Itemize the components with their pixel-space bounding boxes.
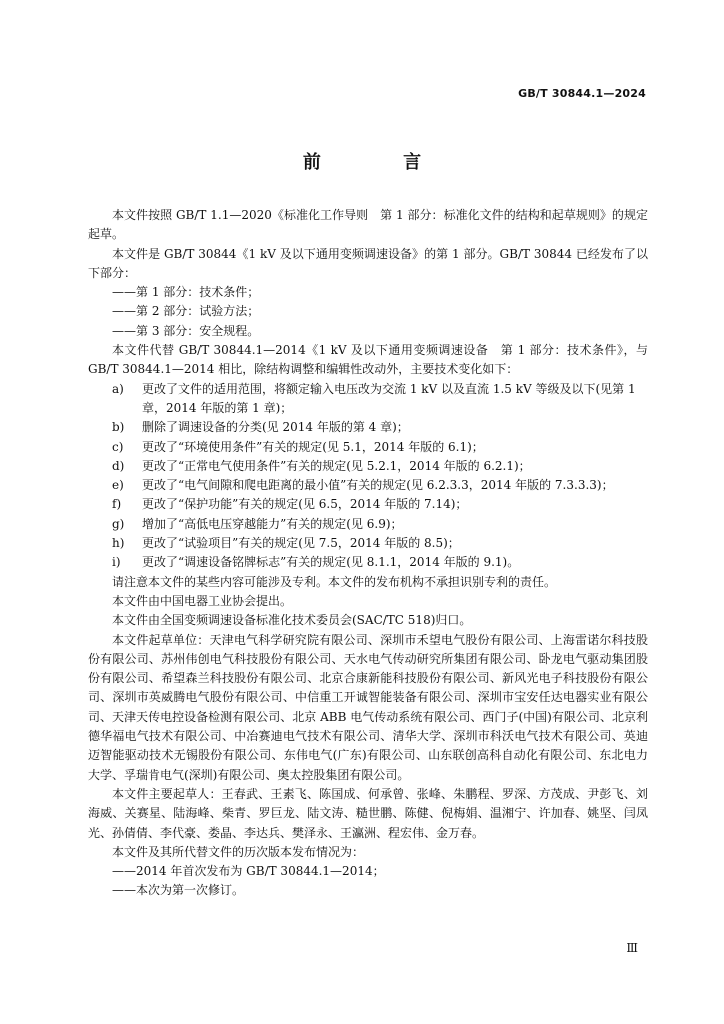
change-item	[88, 515, 648, 534]
page-number: Ⅲ	[626, 941, 638, 955]
change-label: i)	[112, 555, 121, 570]
change-label: d)	[112, 458, 125, 473]
change-label: e)	[112, 478, 124, 493]
list-item-history: ——本次为第一次修订。	[112, 883, 245, 898]
change-label: g)	[112, 516, 125, 531]
paragraph-proposer: 本文件由中国电器工业协会提出。	[112, 593, 293, 608]
change-text: 更改了“保护功能”有关的规定(见 6.5，2014 年版的 7.14)；	[142, 497, 468, 512]
change-text: 增加了“高低电压穿越能力”有关的规定(见 6.9)；	[142, 516, 403, 531]
change-text: 更改了“电气间隙和爬电距离的最小值”有关的规定(见 6.2.3.3，2014 年版的 7.3.3.3)；	[142, 478, 614, 493]
change-text: 更改了“调速设备铭牌标志”有关的规定(见 8.1.1，2014 年版的 9.1)。	[142, 555, 520, 570]
paragraph-drafters: 本文件主要起草人：王春武、王素飞、陈国成、何承曾、张峰、朱鹏程、罗深、方茂成、尹彭飞、刘海威、关赛星、陆海峰、柴青、罗巨龙、陆文涛、糙世鹏、陈健、倪梅娟、温湘宁、许加春、姚坚、闫凤光、孙倩倩、李代豪、娄晶、李达兵、樊泽永、王瀛洲、程宏伟、金万春。	[88, 786, 648, 840]
list-item-part: ——第 3 部分：安全规程。	[112, 323, 260, 338]
list-item-part: ——第 1 部分：技术条件；	[112, 285, 260, 300]
change-item	[88, 495, 648, 514]
standard-code: GB/T 30844.1—2024	[518, 87, 646, 100]
change-item	[88, 418, 648, 437]
change-label: f)	[112, 497, 122, 512]
change-label: a)	[112, 381, 124, 396]
change-text: 更改了文件的适用范围，将额定输入电压改为交流 1 kV 以及直流 1.5 kV 等级及以下(见第 1 章，2014 年版的第 1 章)；	[142, 381, 636, 415]
change-text: 更改了“试验项目”有关的规定(见 7.5，2014 年版的 8.5)；	[142, 536, 460, 551]
change-text: 更改了“环境使用条件”有关的规定(见 5.1，2014 年版的 6.1)；	[142, 439, 484, 454]
change-item	[88, 534, 648, 553]
list-item-history: ——2014 年首次发布为 GB/T 30844.1—2014；	[112, 864, 385, 879]
change-item	[88, 476, 648, 495]
change-text: 更改了“正常电气使用条件”有关的规定(见 5.2.1，2014 年版的 6.2.1)；	[142, 458, 531, 473]
paragraph-replaces: 本文件代替 GB/T 30844.1—2014《1 kV 及以下通用变频调速设备 第 1 部分：技术条件》，与 GB/T 30844.1—2014 相比，除结构调整和编辑性改动外，主要技术变化如下：	[88, 343, 648, 377]
foreword-body	[88, 206, 648, 901]
change-text: 删除了调速设备的分类(见 2014 年版的第 4 章)；	[142, 420, 409, 435]
list-item-part: ——第 2 部分：试验方法；	[112, 304, 260, 319]
paragraph-drafting-units: 本文件起草单位：天津电气科学研究院有限公司、深圳市禾望电气股份有限公司、上海雷诺尔科技股份有限公司、苏州伟创电气科技股份有限公司、天水电气传动研究所集团有限公司、卧龙电气驱动集团股份有限公司、希望森兰科技股份有限公司、北京合康新能科技股份有限公司、新风光电子科技股份有限公司、深圳市英威腾电气股份有限公司、中信重工开诚智能装备有限公司、深圳市宝安任达电器实业有限公司、天津天传电控设备检测有限公司、北京 ABB 电气传动系统有限公司、西门子(中国)有限公司、北京利德华福电气技术有限公司、中冶赛迪电气技术有限公司、清华大学、深圳市科沃电气技术有限公司、英迪迈智能驱动技术无锡股份有限公司、东伟电气(广东)有限公司、山东联创高科自动化有限公司、东北电力大学、孚瑞肯电气(深圳)有限公司、奥太控股集团有限公司。	[88, 632, 648, 782]
change-label: c)	[112, 439, 124, 454]
change-item	[88, 553, 648, 572]
change-item	[88, 438, 648, 457]
paragraph-patent: 请注意本文件的某些内容可能涉及专利。本文件的发布机构不承担识别专利的责任。	[112, 574, 557, 589]
change-item	[88, 457, 648, 476]
paragraph-history-intro: 本文件及其所代替文件的历次版本发布情况为：	[112, 844, 365, 859]
paragraph-drafting-rule: 本文件按照 GB/T 1.1—2020《标准化工作导则 第 1 部分：标准化文件的结构和起草规则》的规定起草。	[88, 208, 648, 242]
change-label: b)	[112, 420, 125, 435]
change-label: h)	[112, 536, 125, 551]
change-item	[88, 380, 648, 419]
paragraph-series: 本文件是 GB/T 30844《1 kV 及以下通用变频调速设备》的第 1 部分。GB/T 30844 已经发布了以下部分：	[88, 246, 648, 280]
page-title: 前 言	[302, 152, 460, 173]
paragraph-committee: 本文件由全国变频调速设备标准化技术委员会(SAC/TC 518)归口。	[112, 613, 472, 628]
